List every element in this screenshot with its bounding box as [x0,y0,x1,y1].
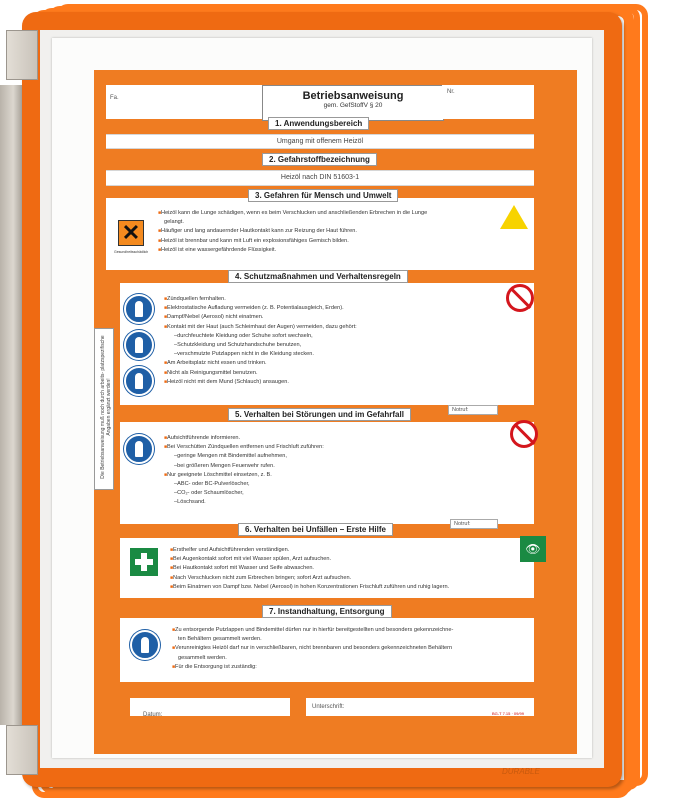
section-2-text: Heizöl nach DIN 51603-1 [280,174,360,181]
s3-bullet: ■ Häufiger und lang andauernder Hautkontakt kann zur Reizung der Haut führen. [158,227,427,236]
s4-bullet: ■ Am Arbeitsplatz nicht essen und trinken. [164,359,357,368]
notruf-5: Notruf: [448,405,498,415]
s7-cont: ten Behältern gesammelt werden. [178,636,262,643]
section-5-title: 5. Verhalten bei Störungen und im Gefahrfall [228,408,411,421]
form-code: BG-T 7.15 · 09/99 [492,711,524,716]
warning-triangle-icon [500,205,528,229]
s4-bullet: ■ Dampf/Nebel (Aerosol) nicht einatmen. [164,313,357,322]
title-box [262,85,444,121]
s7-cont: gesammelt werden. [178,654,227,661]
first-aid-icon [130,548,158,576]
fa-field [106,85,262,119]
brand-logo: DURABLE [502,767,540,776]
nr-field [442,85,534,119]
section-2-title: 2. Gefahrstoffbezeichnung [262,153,377,166]
s5-sub: – Löschsand. [164,498,324,507]
nr-label: Nr. [447,89,455,95]
s6-bullet: ■ Bei Hautkontakt sofort mit Wasser und Seife abwaschen. [170,564,449,573]
s4-bullet: ■ Elektrostatische Aufladung vermeiden (z. B. Potentialausgleich, Erden). [164,304,357,313]
s3-bullet: ■ Heizöl ist eine wassergefährdende Flüssigkeit. [158,246,427,255]
document-title: Betriebsanweisung [302,90,404,102]
s7-bullet: ■ Verunreinigtes Heizöl darf nur in verschließbaren, nicht brennbaren und besonders gekennzeichneten Behältern [172,644,453,653]
s6-bullet: ■ Ersthelfer und Aufsichtführenden verständigen. [170,546,449,555]
datum-label: Datum: [143,712,163,718]
section-4-title: 4. Schutzmaßnahmen und Verhaltensregeln [228,270,408,283]
unterschrift-label: Unterschrift: [312,704,345,710]
section-1-title: 1. Anwendungsbereich [268,117,369,130]
document-subtitle: gem. GefStoffV § 20 [323,102,383,109]
section-7-title: 7. Instandhaltung, Entsorgung [262,605,392,618]
harmful-x-icon: ✕ [118,220,144,246]
side-note-text: Die Betriebsanweisung muß noch durch arbeits- platzspezifische Angaben ergänzt werden! [100,335,112,479]
s7-bullet: ■ Zu entsorgende Putzlappen und Bindemittel dürfen nur in hierfür bereitgestellten und besonders gekennzeichne- [172,626,453,635]
section-1-text: Umgang mit offenem Heizöl [276,138,364,145]
section-1-text-bar [106,134,534,149]
section-2-text-bar [106,170,534,186]
s4-sub: – verschmutzte Putzlappen nicht in die Kleidung stecken. [164,350,357,359]
clip-bottom[interactable] [6,725,38,775]
s5-bullet: ■ Aufsichtführende informieren. [164,434,324,443]
s7-bullet: ■ Für die Entsorgung ist zuständig: [172,663,453,672]
s4-bullet: ■ Zündquellen fernhalten. [164,295,357,304]
fa-label: Fa. [110,95,119,101]
s4-sub: – durchfeuchtete Kleidung oder Schuhe sofort wechseln, [164,332,357,341]
s6-bullet: ■ Nach Verschlucken nicht zum Erbrechen bringen; sofort Arzt aufsuchen. [170,574,449,583]
s4-sub: – Schutzkleidung und Schutzhandschuhe benutzen, [164,341,357,350]
s6-bullet: ■ Bei Augenkontakt sofort mit viel Wasser spülen, Arzt aufsuchen. [170,555,449,564]
s5-bullet: ■ Nur geeignete Löschmittel einsetzen, z. B. [164,471,324,480]
section-6-title: 6. Verhalten bei Unfällen – Erste Hilfe [238,523,393,536]
hazard-label: Gesundheitsschädlich [114,250,149,254]
s5-bullet: ■ Bei Verschütten Zündquellen entfernen und Frischluft zuführen: [164,443,324,452]
s3-bullet: ■ Heizöl ist brennbar und kann mit Luft ein explosionsfähiges Gemisch bilden. [158,237,427,246]
s5-sub: – bei größeren Mengen Feuerwehr rufen. [164,462,324,471]
protective-icon-3 [124,366,154,396]
s6-bullet: ■ Beim Einatmen von Dampf bzw. Nebel (Aerosol) in hohen Konzentrationen Frischluft zuführen und ruhig lagern. [170,583,449,592]
bullets-s6 [170,546,449,592]
bullets-s4 [164,295,357,387]
s3-bullet: ■ Heizöl kann die Lunge schädigen, wenn es beim Verschlucken und anschließenden Erbrechen in die Lunge [158,209,427,218]
bullets-s3 [158,209,427,255]
wall-bracket [0,85,22,725]
prohibition-icon [506,284,534,312]
s5-sub: – geringe Mengen mit Bindemittel aufnehmen, [164,452,324,461]
protective-icon-2 [124,330,154,360]
s5-sub: – CO₂- oder Schaumlöscher, [164,489,324,498]
s4-bullet: ■ Nicht als Reinigungsmittel benutzen. [164,369,357,378]
bullets-s7 [172,626,453,672]
s4-bullet: ■ Heizöl nicht mit dem Mund (Schlauch) ansaugen. [164,378,357,387]
section-3-title: 3. Gefahren für Mensch und Umwelt [248,189,398,202]
eye-wash-icon: 👁 [520,536,546,562]
clip-top[interactable] [6,30,38,80]
s3-bullet-cont: gelangt. [164,219,184,226]
side-note [94,328,114,490]
notruf-6: Notruf: [450,519,498,529]
protective-icon-1 [124,294,154,324]
s5-sub: – ABC- oder BC-Pulverlöscher, [164,480,324,489]
s4-bullet: ■ Kontakt mit der Haut (auch Schleimhaut der Augen) vermeiden, dazu gehört: [164,323,357,332]
protective-icon-5 [130,630,160,660]
prohibition-icon-2 [510,420,538,448]
protective-icon-4 [124,434,154,464]
bullets-s5 [164,434,324,508]
